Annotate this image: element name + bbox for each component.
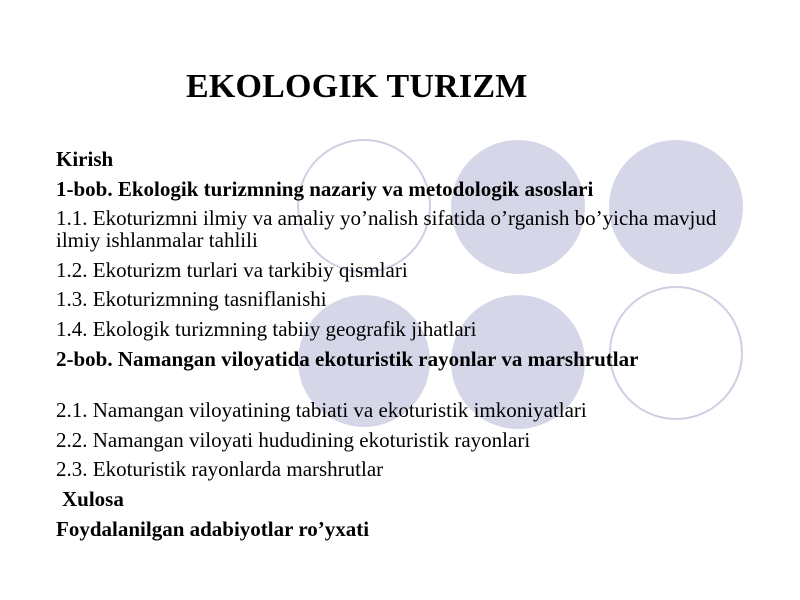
toc-section-1-1: 1.1. Ekoturizmni ilmiy va amaliy yo’nalish sifatida o’rganish bo’yicha mavjud ilmiy ishlanmalar tahlili [56,206,717,253]
toc-section-1-2: 1.2. Ekoturizm turlari va tarkibiy qismlari [56,257,408,282]
toc-section-1-4: 1.4. Ekologik turizmning tabiiy geografik jihatlari [56,316,477,341]
toc-references: Foydalanilgan adabiyotlar ro’yxati [56,516,370,541]
toc-chapter-1: 1-bob. Ekologik turizmning nazariy va metodologik asoslari [56,176,594,201]
slide-title: EKOLOGIK TURIZM [186,68,528,105]
toc-section-2-2: 2.2. Namangan viloyati hududining ekoturistik rayonlari [56,427,531,452]
toc-conclusion: Xulosa [62,486,124,511]
toc-chapter-2: 2-bob. Namangan viloyatida ekoturistik rayonlar va marshrutlar [56,346,639,371]
toc-intro: Kirish [56,147,114,171]
toc-section-2-3: 2.3. Ekoturistik rayonlarda marshrutlar [56,457,384,482]
table-of-contents [56,148,746,547]
toc-section-1-3: 1.3. Ekoturizmning tasniflanishi [56,287,327,312]
toc-section-2-1: 2.1. Namangan viloyatining tabiati va ekoturistik imkoniyatlari [56,398,587,423]
